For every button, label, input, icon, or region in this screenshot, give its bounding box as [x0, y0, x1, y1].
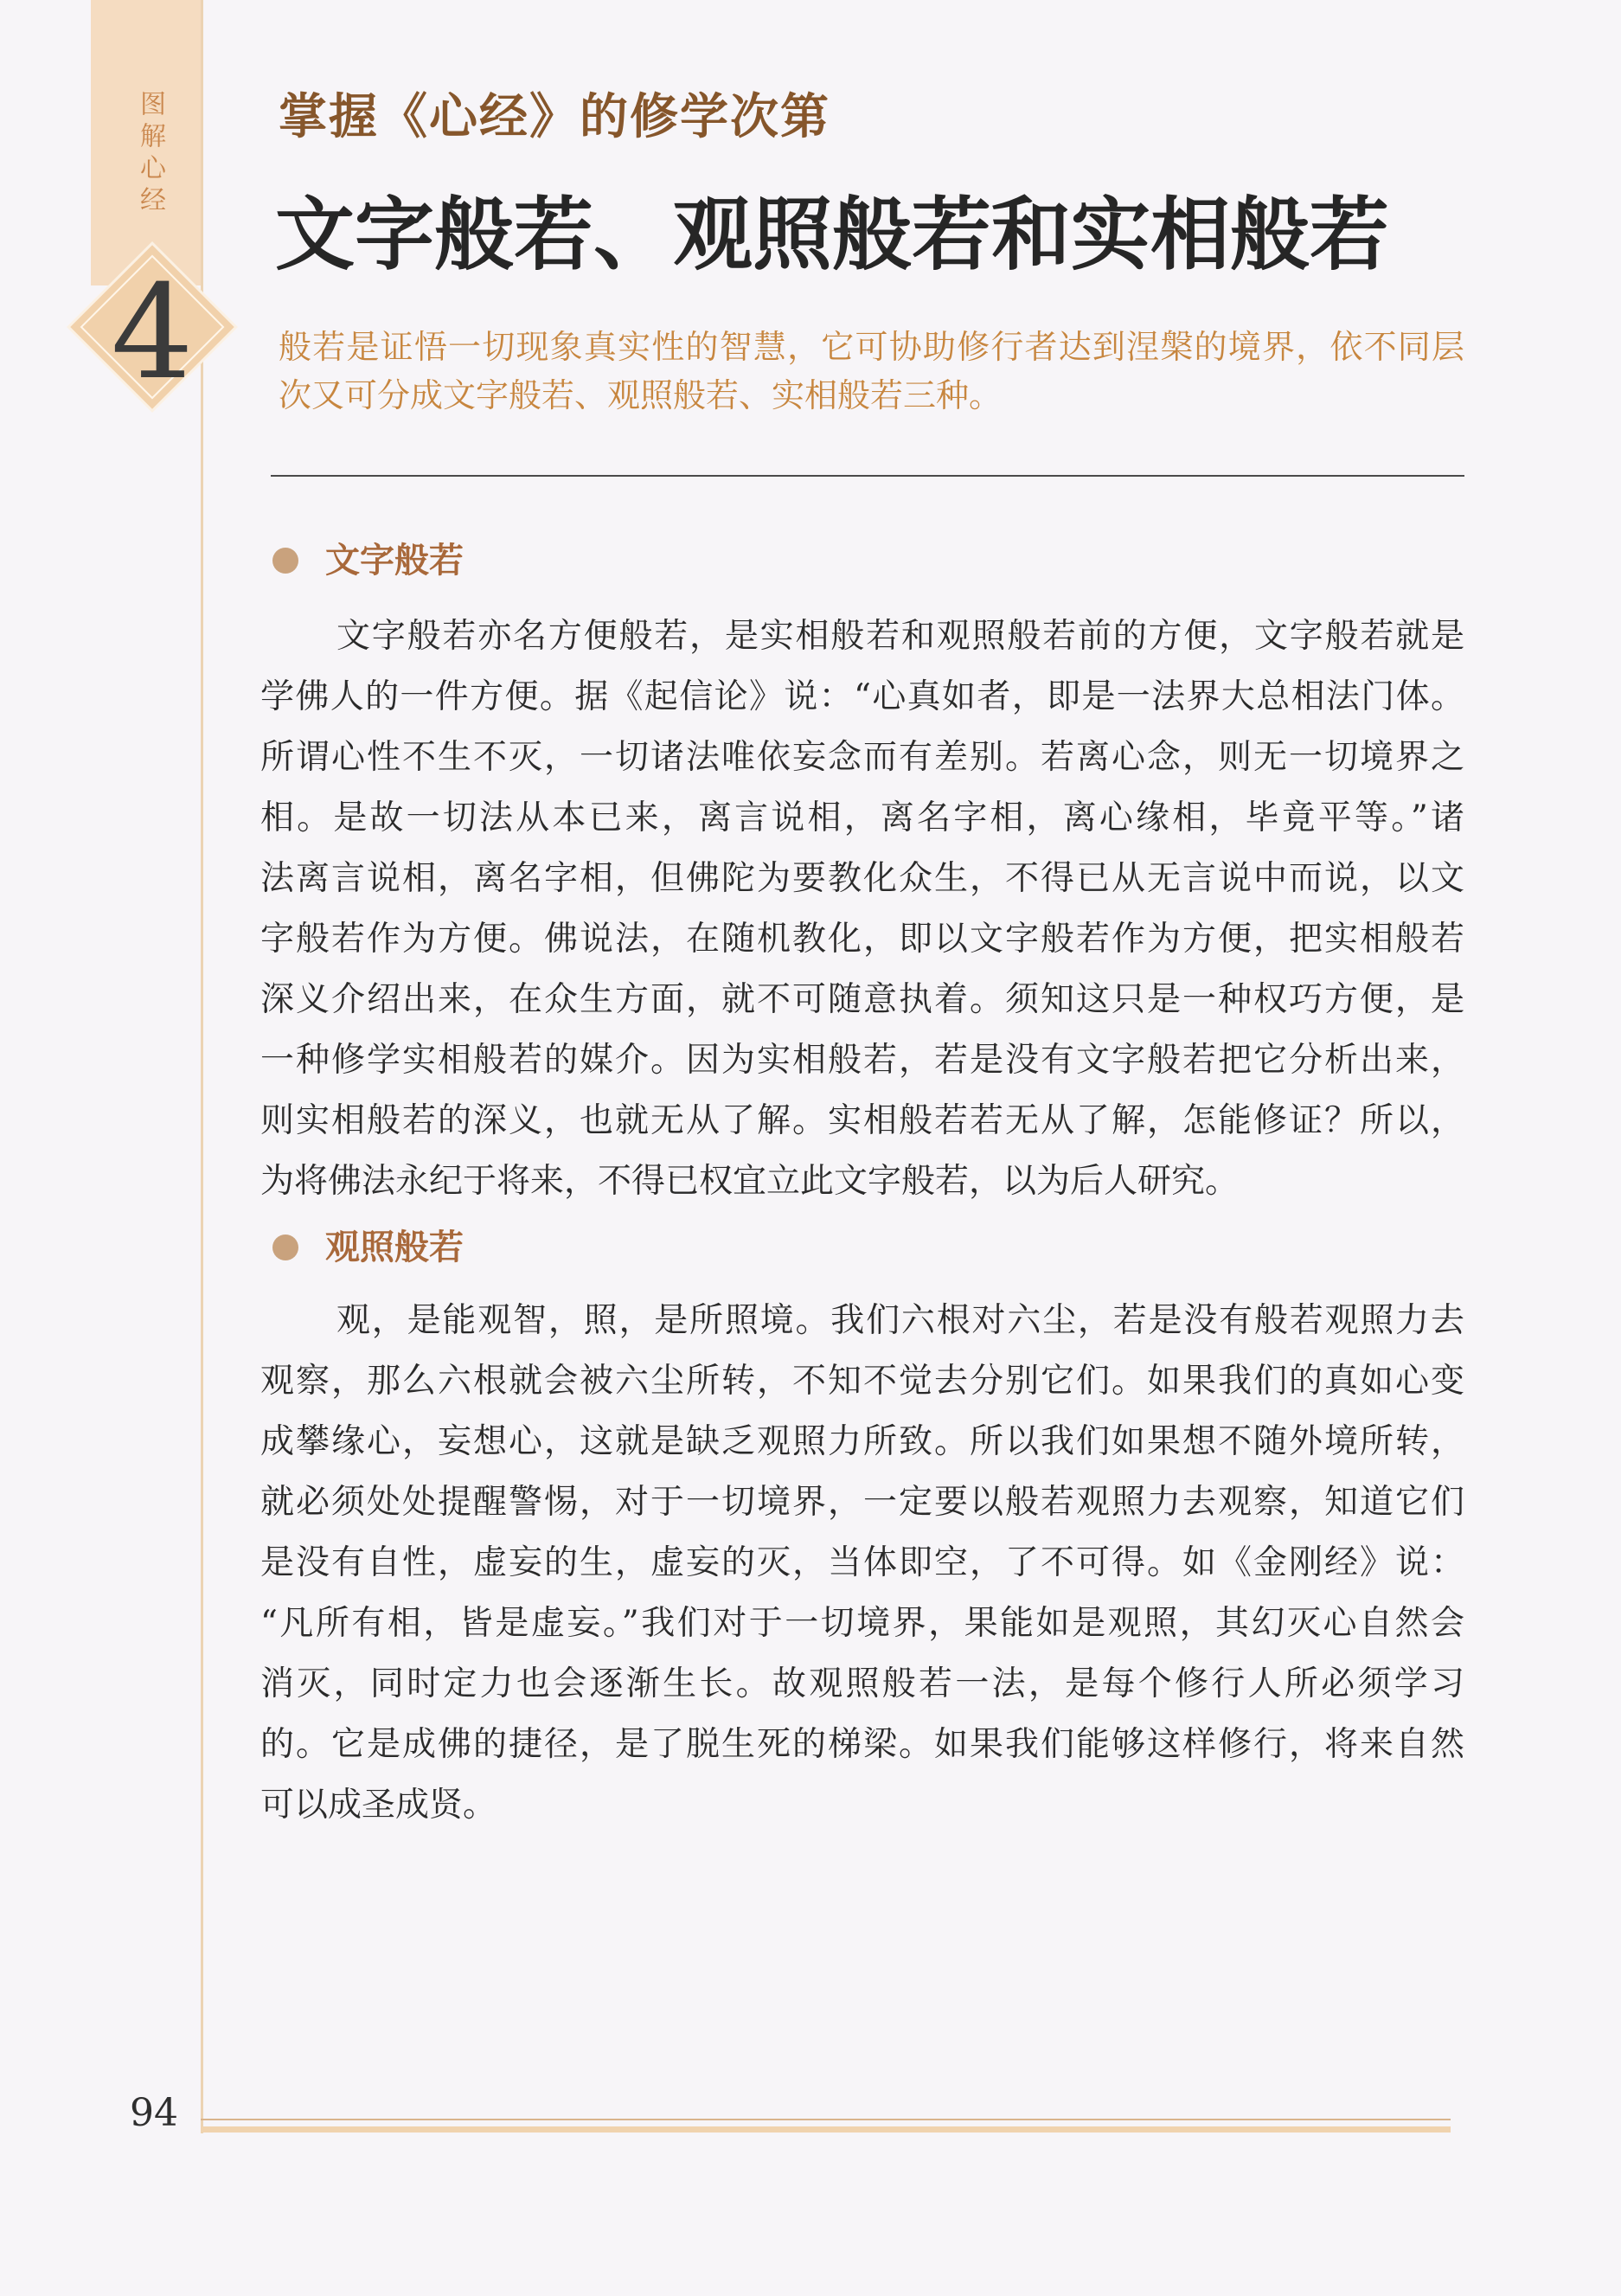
bullet-dot-icon [272, 1235, 298, 1260]
body-paragraph [260, 606, 1464, 1212]
page-title: 文字般若、观照般若和实相般若 [275, 188, 1390, 281]
body-line: 观察，那么六根就会被六尘所转，不知不觉去分别它们。如果我们的真如心变 [260, 1362, 1464, 1401]
footer-rule [201, 2119, 1451, 2120]
section-heading [271, 539, 790, 582]
body-line: 就必须处处提醒警惕，对于一切境界，一定要以般若观照力去观察，知道它们 [260, 1483, 1464, 1522]
body-line: 是没有自性，虚妄的生，虚妄的灭，当体即空，了不可得。如《金刚经》说： [260, 1543, 1464, 1582]
body-line: 字般若作为方便。佛说法，在随机教化，即以文字般若作为方便，把实相般若 [260, 920, 1464, 959]
body-line: 的。它是成佛的捷径，是了脱生死的梯梁。如果我们能够这样修行，将来自然 [260, 1725, 1464, 1764]
body-line: 文字般若亦名方便般若，是实相般若和观照般若前的方便，文字般若就是 [336, 617, 1464, 656]
body-line: “凡所有相，皆是虚妄。”我们对于一切境界，果能如是观照，其幻灭心自然会 [260, 1604, 1464, 1643]
body-line: 消灭，同时定力也会逐渐生长。故观照般若一法，是每个修行人所必须学习 [260, 1664, 1464, 1703]
section-heading [271, 1226, 790, 1269]
body-line: 可以成圣成贤。 [260, 1786, 497, 1825]
page-number: 94 [130, 2091, 178, 2135]
title-divider [271, 475, 1464, 477]
body-line: 观，是能观智，照，是所照境。我们六根对六尘，若是没有般若观照力去 [336, 1301, 1464, 1340]
body-line: 相。是故一切法从本已来，离言说相，离名字相，离心缘相，毕竟平等。”诸 [260, 798, 1464, 837]
section-heading-label: 观照般若 [325, 1228, 464, 1267]
footer-band [201, 2126, 1451, 2132]
body-line: 成攀缘心，妄想心，这就是缺乏观照力所致。所以我们如果想不随外境所转， [260, 1422, 1464, 1461]
body-line: 一种修学实相般若的媒介。因为实相般若，若是没有文字般若把它分析出来， [260, 1041, 1464, 1080]
body-line: 所谓心性不生不灭，一切诸法唯依妄念而有差别。若离心念，则无一切境界之 [260, 738, 1464, 777]
body-paragraph [260, 1291, 1464, 1836]
body-line: 法离言说相，离名字相，但佛陀为要教化众生，不得已从无言说中而说，以文 [260, 859, 1464, 898]
section-heading-label: 文字般若 [325, 541, 464, 580]
section-kicker: 掌握《心经》的修学次第 [279, 88, 830, 145]
bullet-dot-icon [272, 548, 298, 574]
body-line: 则实相般若的深义，也就无从了解。实相般若若无从了解，怎能修证？所以， [260, 1101, 1464, 1140]
body-line: 深义介绍出来，在众生方面，就不可随意执着。须知这只是一种权巧方便，是 [260, 980, 1464, 1019]
body-line: 为将佛法永纪于将来，不得已权宜立此文字般若，以为后人研究。 [260, 1162, 1240, 1201]
intro-text [279, 323, 1464, 420]
chapter-number: 4 [111, 258, 194, 408]
intro-line: 般若是证悟一切现象真实性的智慧，它可协助修行者达到涅槃的境界，依不同层 [279, 328, 1464, 366]
body-line: 学佛人的一件方便。据《起信论》说：“心真如者，即是一法界大总相法门体。 [260, 677, 1464, 716]
series-label: 图解心经 [135, 90, 165, 218]
intro-line: 次又可分成文字般若、观照般若、实相般若三种。 [279, 376, 1003, 414]
